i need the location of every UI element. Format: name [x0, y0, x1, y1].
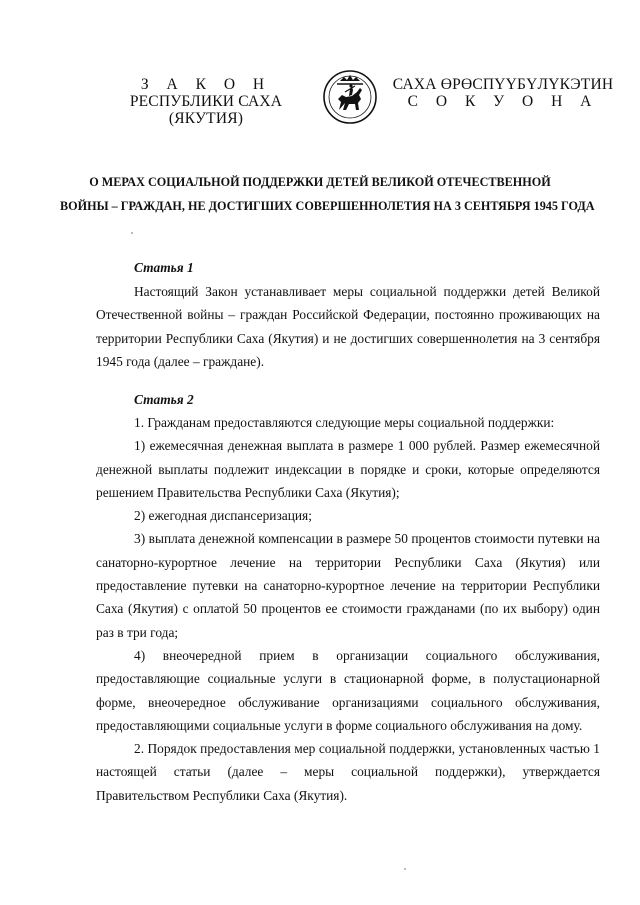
document-title [60, 170, 595, 218]
article-1-paragraph: Настоящий Закон устанавливает меры социальной поддержки детей Великой Отечественной войны – граждан Российской Федерации, постоянно проживающих на территории Республики Саха (Якутия) и не достигших совершеннолетия на 3 сентября 1945 года (далее – граждане). [96, 284, 600, 369]
article-1-body [96, 280, 600, 373]
article-2-paragraph-2: 1) ежемесячная денежная выплата в размере 1 000 рублей. Размер ежемесячной денежной выплаты подлежит индексации в порядке и сроки, которые определяются решением Правительства Республики Саха (Якутия); [96, 438, 600, 500]
scan-speck [404, 868, 406, 870]
header-right-republic: САХА ӨРӨСПҮҮБҮЛҮКЭТИН [392, 76, 614, 93]
title-line-1: О МЕРАХ СОЦИАЛЬНОЙ ПОДДЕРЖКИ ДЕТЕЙ ВЕЛИКОЙ ОТЕЧЕСТВЕННОЙ [89, 175, 551, 189]
article-2-paragraph-1: 1. Гражданам предоставляются следующие меры социальной поддержки: [134, 415, 555, 430]
article-2-paragraph-3: 2) ежегодная диспансеризация; [134, 508, 312, 524]
scan-speck [131, 232, 133, 234]
header-left-republic: РЕСПУБЛИКИ САХА (ЯКУТИЯ) [129, 93, 283, 127]
article-2-heading: Статья 2 [134, 392, 194, 407]
header-left [92, 76, 320, 127]
article-1-heading: Статья 1 [134, 260, 194, 275]
title-line-2: ВОЙНЫ – ГРАЖДАН, НЕ ДОСТИГШИХ СОВЕРШЕННОЛЕТИЯ НА 3 СЕНТЯБРЯ 1945 ГОДА [60, 199, 595, 213]
article-2-body [96, 411, 600, 807]
document-header [0, 68, 640, 128]
article-2-paragraph-5: 4) внеочередной прием в организации социального обслуживания, предоставляющие социальные услуги в стационарной форме, в полустационарной форме, внеочередное обслуживание организациями социального обслуживания, предоставляющими социальные услуги в форме социального обслуживания на дому. [96, 647, 600, 733]
header-right-law-word: С О К У О Н А [407, 93, 599, 110]
header-right [388, 76, 618, 110]
header-left-law-word: З А К О Н [140, 76, 272, 93]
article-2-paragraph-4: 3) выплата денежной компенсации в размере 50 процентов стоимости путевки на санаторно-курортное лечение на территории Республики Саха (Якутия) или предоставление путевки на санаторно-курортное лечение на территории Республики Саха (Якутия) с оплатой 50 процентов ее стоимости гражданами (по их выбору) один раз в три года; [96, 531, 600, 640]
coat-of-arms-icon [319, 68, 381, 126]
article-2-paragraph-6: 2. Порядок предоставления мер социальной поддержки, установленных частью 1 настоящей статьи (далее – меры социальной поддержки), утверждается Правительством Республики Саха (Якутия). [96, 741, 600, 803]
